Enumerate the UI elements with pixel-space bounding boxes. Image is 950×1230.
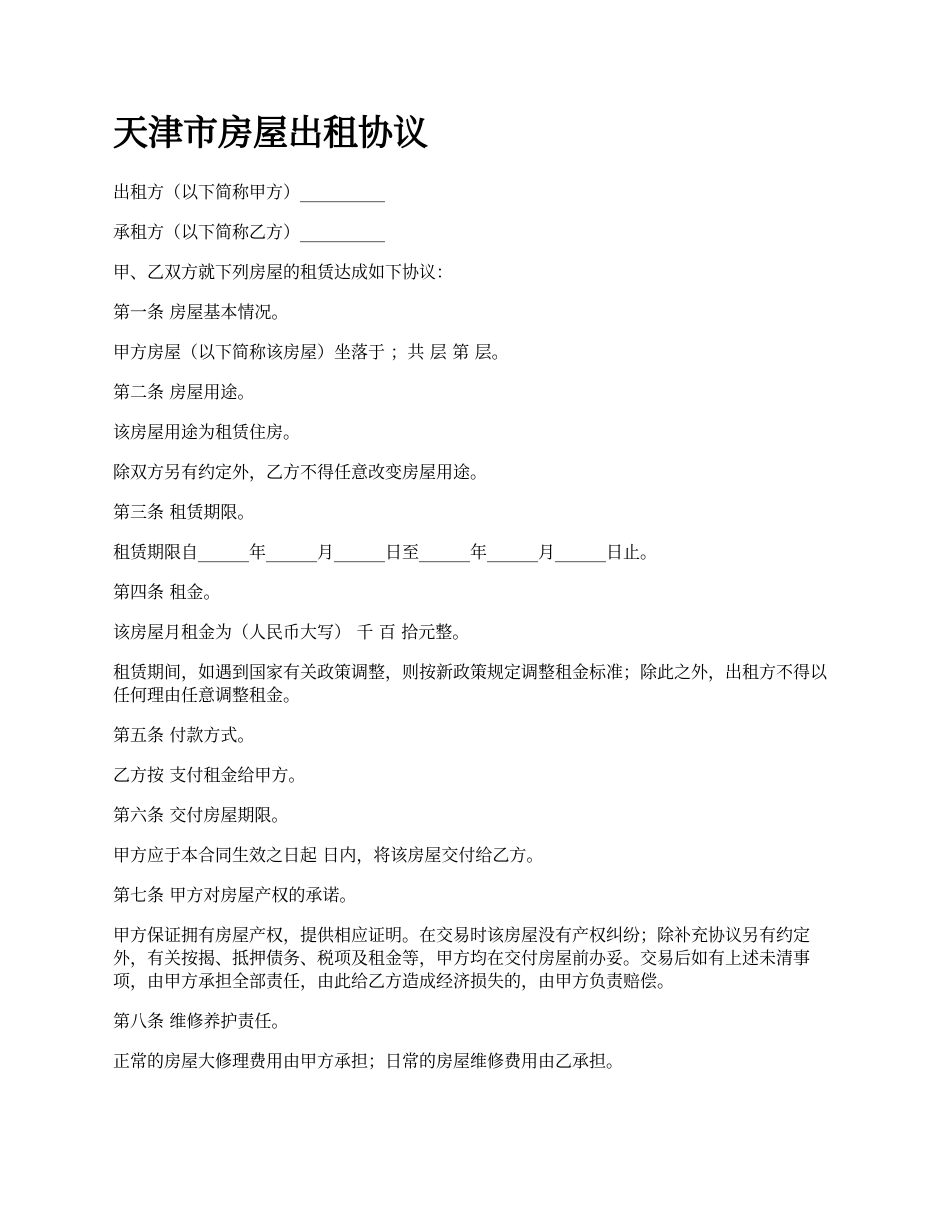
article-1-heading: 第一条 房屋基本情况。 — [113, 303, 289, 323]
article-8-heading: 第八条 维修养护责任。 — [113, 1012, 289, 1032]
article-8-body: 正常的房屋大修理费用由甲方承担；日常的房屋维修费用由乙承担。 — [113, 1052, 623, 1072]
article-4-heading: 第四条 租金。 — [113, 583, 221, 603]
article-6-body: 甲方应于本合同生效之日起 日内，将该房屋交付给乙方。 — [113, 846, 544, 866]
party-b-line: 承租方（以下简称乙方）__________ — [113, 223, 385, 243]
article-4-body-2: 租赁期间，如遇到国家有关政策调整，则按新政策规定调整租金标准；除此之外，出租方不得以任何理由任意调整租金。 — [113, 663, 827, 706]
article-7-heading: 第七条 甲方对房屋产权的承诺。 — [113, 886, 357, 906]
document-title: 天津市房屋出租协议 — [113, 113, 429, 154]
agreement-intro: 甲、乙双方就下列房屋的租赁达成如下协议： — [113, 263, 453, 283]
article-5-body: 乙方按 支付租金给甲方。 — [113, 766, 306, 786]
article-6-heading: 第六条 交付房屋期限。 — [113, 806, 289, 826]
article-2-body-1: 该房屋用途为租赁住房。 — [113, 423, 300, 443]
article-2-heading: 第二条 房屋用途。 — [113, 383, 255, 403]
article-4-body-1: 该房屋月租金为（人民币大写） 千 百 拾元整。 — [113, 623, 470, 643]
article-3-body: 租赁期限自______年______月______日至______年______月______日止。 — [113, 543, 657, 563]
party-a-line: 出租方（以下简称甲方）__________ — [113, 183, 385, 203]
article-2-body-2: 除双方另有约定外，乙方不得任意改变房屋用途。 — [113, 463, 487, 483]
article-3-heading: 第三条 租赁期限。 — [113, 503, 255, 523]
article-5-heading: 第五条 付款方式。 — [113, 726, 255, 746]
article-7-body: 甲方保证拥有房屋产权，提供相应证明。在交易时该房屋没有产权纠纷；除补充协议另有约定外，有关按揭、抵押债务、税项及租金等，甲方均在交付房屋前办妥。交易后如有上述未清事项，由甲方承担全部责任，由此给乙方造成经济损失的，由甲方负责赔偿。 — [113, 926, 810, 992]
article-1-body: 甲方房屋（以下简称该房屋）坐落于 ；共 层 第 层。 — [113, 343, 509, 363]
